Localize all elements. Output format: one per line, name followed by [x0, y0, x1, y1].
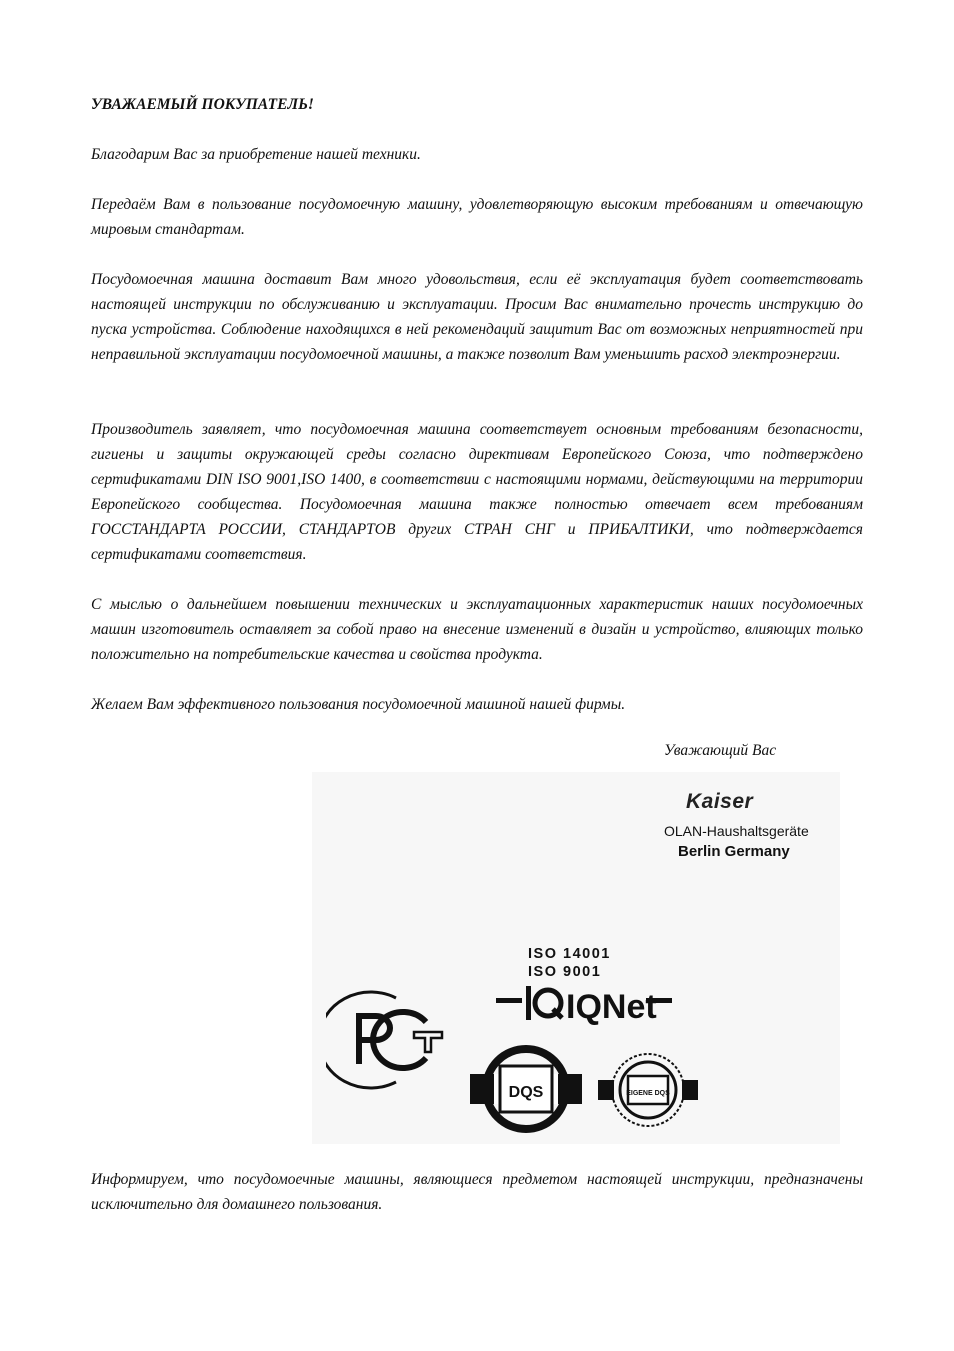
paragraph-intro: Передаём Вам в пользование посудомоечную машину, удовлетворяющую высоким требованиям и отвечающую мировым стандартам.	[91, 196, 863, 238]
dqs-text: DQS	[508, 1084, 544, 1101]
iso-9001-label: ISO 9001	[528, 964, 602, 980]
paragraph-changes: С мыслью о дальнейшем повышении технических и эксплуатационных характеристик наших посудомоечных машин изготовитель оставляет за собой право на внесение изменений в дизайн и устройство, влияющих только положительно на потребительские качества и свойства продукта.	[91, 596, 863, 663]
company-name: OLAN-Haushaltsgeräte	[664, 823, 809, 839]
iso-14001-label: ISO 14001	[528, 946, 611, 962]
company-city: Berlin Germany	[678, 843, 790, 860]
kaiser-brand-logo: Kaiser	[686, 790, 754, 813]
dqs-eigene-seal-icon	[598, 1050, 698, 1130]
rst-certification-icon	[326, 988, 450, 1092]
paragraph-wishes: Желаем Вам эффективного пользования посудомоечной машиной нашей фирмы.	[91, 696, 626, 713]
paragraph-thanks: Благодарим Вас за приобретение нашей техники.	[91, 146, 421, 163]
paragraph-instructions: Посудомоечная машина доставит Вам много удовольствия, если её эксплуатация будет соответствовать настоящей инструкции по обслуживанию и эксплуатации. Просим Вас внимательно прочесть инструкцию до пуска устройства. Соблюдение находящихся в ней рекомендаций защитит Вас от возможных неприятностей при неправильной эксплуатации посудомоечной машины, а также позволит Вам уменьшить расход электроэнергии.	[91, 271, 863, 363]
dqs-seal-icon	[470, 1044, 582, 1134]
paragraph-compliance: Производитель заявляет, что посудомоечная машина соответствует основным требованиям безопасности, гигиены и защиты окружающей среды согласно директивам Европейского Союза, что подтверждено сертификатами DIN ISO 9001,ISO 1400, в соответствии с настоящими нормами, действующими на территории Европейского сообщества. Посудомоечная машина также полностью отвечает всем требованиям ГОССТАНДАРТА РОССИИ, СТАНДАРТОВ других СТРАН СНГ и ПРИБАЛТИКИ, что подтверждается сертификатами соответствия.	[91, 421, 863, 563]
letter-heading: УВАЖАЕМЫЙ ПОКУПАТЕЛЬ!	[91, 96, 314, 113]
dqs-eigene-text: EIGENE DQS	[626, 1090, 670, 1097]
paragraph-footer-notice: Информируем, что посудомоечные машины, являющиеся предметом настоящей инструкции, предназначены исключительно для домашнего пользования.	[91, 1171, 863, 1213]
signoff: Уважающий Вас	[664, 742, 777, 759]
iqnet-text: IQNet	[566, 988, 657, 1026]
rst-text: РСТ	[326, 988, 328, 989]
iqnet-logo-icon	[496, 982, 672, 1026]
